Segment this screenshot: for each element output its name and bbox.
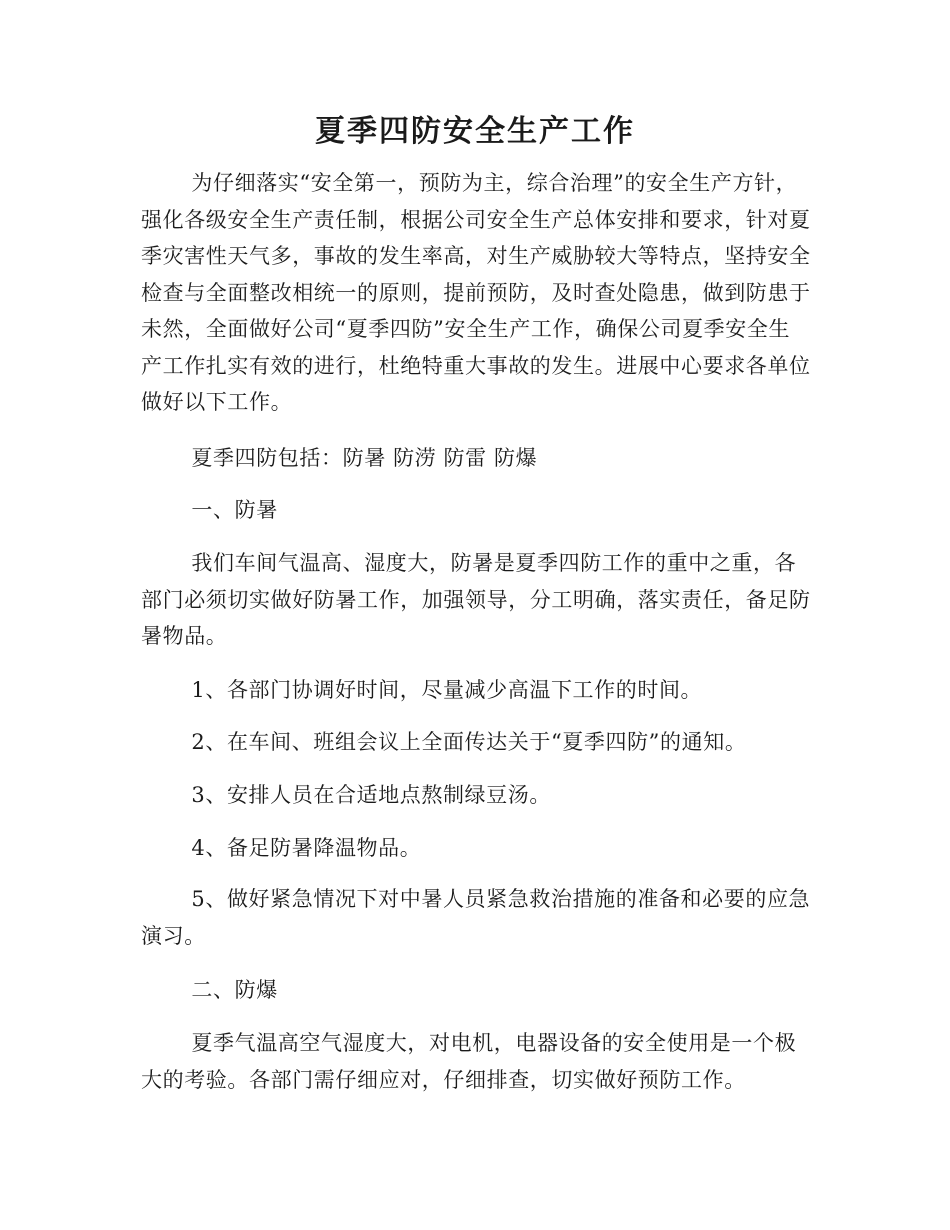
list-item-3: 3、安排人员在合适地点熬制绿豆汤。 [191, 783, 551, 807]
heatstroke-paragraph: 我们车间气温高、湿度大，防暑是夏季四防工作的重中之重，各部门必须切实做好防暑工作，加强领导，分工明确，落实责任，备足防暑物品。 [141, 551, 811, 648]
four-prevention-summary: 夏季四防包括：防暑 防涝 防雷 防爆 [191, 446, 538, 470]
document-title: 夏季四防安全生产工作 [315, 114, 635, 149]
list-item-5: 5、做好紧急情况下对中暑人员紧急救治措施的准备和必要的应急演习。 [141, 887, 811, 948]
list-item-4: 4、备足防暑降温物品。 [191, 836, 422, 860]
list-item-2: 2、在车间、班组会议上全面传达关于“夏季四防”的通知。 [191, 730, 747, 754]
list-item-1: 1、各部门协调好时间，尽量减少高温下工作的时间。 [191, 678, 703, 702]
explosion-paragraph: 夏季气温高空气湿度大，对电机，电器设备的安全使用是一个极大的考验。各部门需仔细应对，仔细排查，切实做好预防工作。 [141, 1031, 797, 1092]
section-heading-heatstroke: 一、防暑 [191, 498, 278, 522]
section-heading-explosion: 二、防爆 [191, 978, 278, 1002]
intro-paragraph: 为仔细落实“安全第一，预防为主，综合治理”的安全生产方针，强化各级安全生产责任制，根据公司安全生产总体安排和要求，针对夏季灾害性天气多，事故的发生率高，对生产威胁较大等特点，坚持安全检查与全面整改相统一的原则，提前预防，及时查处隐患，做到防患于未然，全面做好公司“夏季四防”安全生产工作，确保公司夏季安全生产工作扎实有效的进行，杜绝特重大事故的发生。进展中心要求各单位做好以下工作。 [141, 171, 811, 414]
